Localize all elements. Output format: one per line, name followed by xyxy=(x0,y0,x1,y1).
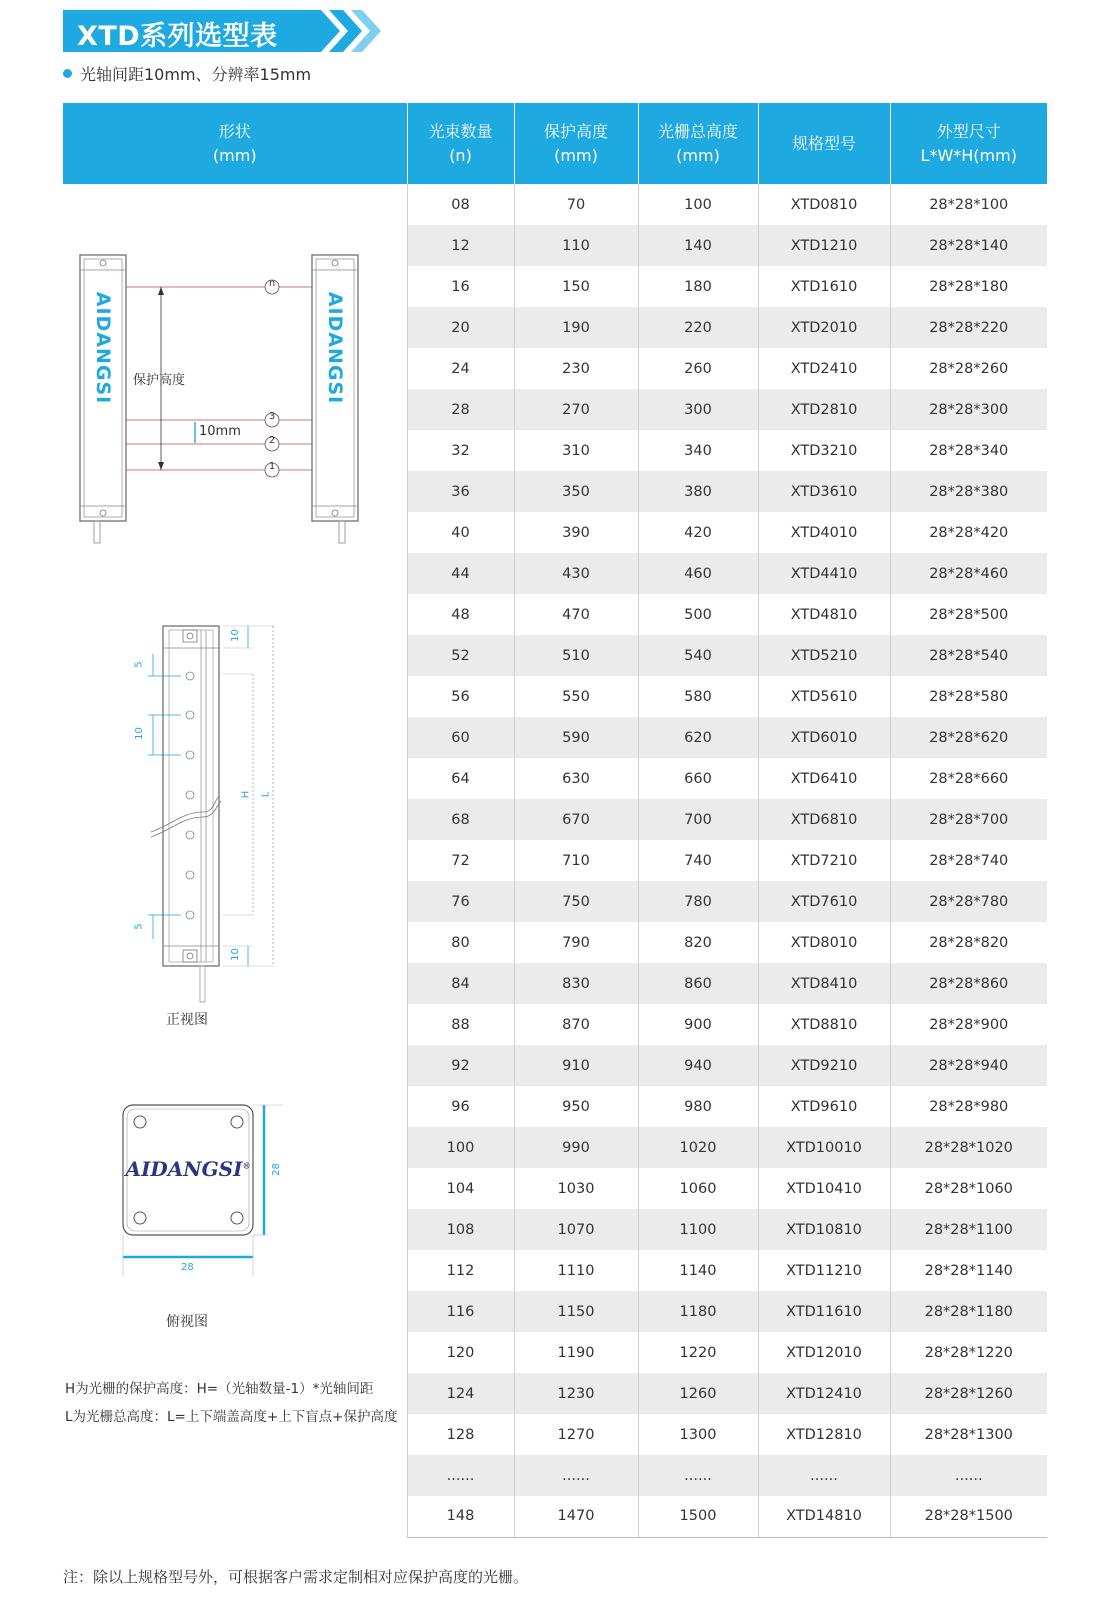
spacing-label: 10mm xyxy=(199,424,241,439)
dimensions-cell: 28*28*900 xyxy=(929,1016,1009,1033)
beam-count-cell: 40 xyxy=(407,512,514,553)
protect-height-cell: 950 xyxy=(514,1086,638,1127)
model-cell: XTD6410 xyxy=(758,758,890,799)
total-height-cell: 980 xyxy=(638,1086,758,1127)
beam-count-cell: 112 xyxy=(407,1250,514,1291)
beam-count-cell: 32 xyxy=(407,430,514,471)
total-height-cell: 1220 xyxy=(638,1332,758,1373)
dimensions-cell: 28*28*1140 xyxy=(924,1262,1013,1279)
beam-count-cell: 76 xyxy=(407,881,514,922)
model-cell: XTD4010 xyxy=(758,512,890,553)
dim-5-bottom: 5 xyxy=(133,923,145,930)
beam-count-cell: 100 xyxy=(407,1127,514,1168)
protect-height-cell: 150 xyxy=(514,266,638,307)
note-h-formula: H为光栅的保护高度：H=（光轴数量-1）*光轴间距 xyxy=(65,1381,374,1397)
dimensions-cell: 28*28*1220 xyxy=(924,1344,1013,1361)
total-height-cell: 500 xyxy=(638,594,758,635)
page-title: XTD系列选型表 xyxy=(77,21,278,52)
header-dimensions: 外型尺寸 L*W*H(mm) xyxy=(890,103,1047,184)
model-cell: XTD1210 xyxy=(758,225,890,266)
dimensions-cell: 28*28*140 xyxy=(890,225,1047,266)
total-height-cell: 1060 xyxy=(638,1168,758,1209)
beam-count-cell: 72 xyxy=(407,840,514,881)
subtitle xyxy=(63,62,311,85)
beam-count-cell: 08 xyxy=(407,184,514,225)
model-cell: XTD12810 xyxy=(758,1414,890,1455)
beam-count-cell: 68 xyxy=(407,799,514,840)
model-cell: XTD8010 xyxy=(758,922,890,963)
dimensions-cell: 28*28*700 xyxy=(890,799,1047,840)
brand-vertical-right: AIDANGSI xyxy=(324,291,346,405)
beam-count-cell: 80 xyxy=(407,922,514,963)
total-height-cell: 260 xyxy=(638,348,758,389)
shape-diagrams xyxy=(63,184,418,1495)
total-height-cell: 1500 xyxy=(638,1496,758,1537)
dim-28-vertical: 28 xyxy=(270,1163,282,1176)
table-header-row xyxy=(63,103,1047,184)
top-view-logo: AIDANGSI® xyxy=(125,1157,251,1181)
model-cell: XTD11610 xyxy=(758,1291,890,1332)
total-height-cell: 660 xyxy=(638,758,758,799)
protect-height-cell: 1070 xyxy=(514,1209,638,1250)
protect-height-cell: 990 xyxy=(514,1127,638,1168)
beam-count-cell: 88 xyxy=(407,1004,514,1045)
title-banner xyxy=(63,10,383,52)
dim-10-bottom-right: 10 xyxy=(229,948,241,961)
beam-count-cell: 124 xyxy=(407,1373,514,1414)
model-cell: XTD4410 xyxy=(758,553,890,594)
model-cell: XTD6810 xyxy=(758,799,890,840)
beam-count-cell: 128 xyxy=(407,1414,514,1455)
beam-count-cell: 12 xyxy=(407,225,514,266)
total-height-cell: 300 xyxy=(638,389,758,430)
protect-height-cell: 430 xyxy=(514,553,638,594)
protect-height-label: 保护高度 xyxy=(133,373,186,388)
beam-count-cell: 60 xyxy=(407,717,514,758)
total-height-cell: 780 xyxy=(638,881,758,922)
dimensions-cell: 28*28*540 xyxy=(890,635,1047,676)
model-cell: XTD3210 xyxy=(758,430,890,471)
total-height-cell: 1180 xyxy=(638,1291,758,1332)
beam-label-2-text: 2 xyxy=(268,435,276,446)
dimensions-cell: 28*28*180 xyxy=(929,278,1009,295)
total-height-cell: 340 xyxy=(638,430,758,471)
model-cell: XTD3610 xyxy=(758,471,890,512)
protect-height-cell: 1030 xyxy=(514,1168,638,1209)
note-l-formula: L为光栅总高度：L=上下端盖高度+上下盲点+保护高度 xyxy=(65,1409,398,1425)
total-height-cell: 1020 xyxy=(638,1127,758,1168)
dimensions-cell: 28*28*420 xyxy=(929,524,1009,541)
dimensions-cell: ...... xyxy=(890,1455,1047,1496)
dim-L: L xyxy=(260,791,272,798)
protect-height-cell: 510 xyxy=(514,635,638,676)
beam-count-cell: 104 xyxy=(407,1168,514,1209)
dim-10-left: 10 xyxy=(133,727,145,740)
model-cell: ...... xyxy=(758,1455,890,1496)
total-height-cell: 1100 xyxy=(638,1209,758,1250)
beam-count-cell: 56 xyxy=(407,676,514,717)
protect-height-cell: 470 xyxy=(514,594,638,635)
model-cell: XTD4810 xyxy=(758,594,890,635)
model-cell: XTD0810 xyxy=(758,184,890,225)
protect-height-cell: 1230 xyxy=(514,1373,638,1414)
total-height-cell: ...... xyxy=(638,1455,758,1496)
dimensions-cell: 28*28*780 xyxy=(890,881,1047,922)
protect-height-cell: 70 xyxy=(514,184,638,225)
dimensions-cell: 28*28*820 xyxy=(929,934,1009,951)
beam-count-cell: 36 xyxy=(407,471,514,512)
top-view-caption: 俯视图 xyxy=(166,1314,208,1330)
protect-height-cell: 110 xyxy=(514,225,638,266)
beam-count-cell: 84 xyxy=(407,963,514,1004)
total-height-cell: 1260 xyxy=(638,1373,758,1414)
dimensions-cell: 28*28*580 xyxy=(929,688,1009,705)
subtitle-text: 光轴间距10mm、分辨率15mm xyxy=(80,65,312,84)
protect-height-cell: 190 xyxy=(514,307,638,348)
protect-height-cell: 390 xyxy=(514,512,638,553)
model-cell: XTD8410 xyxy=(758,963,890,1004)
model-cell: XTD7610 xyxy=(758,881,890,922)
dimensions-cell: 28*28*980 xyxy=(929,1098,1009,1115)
protect-height-cell: 630 xyxy=(514,758,638,799)
beam-label-1-text: 1 xyxy=(268,461,276,472)
total-height-cell: 740 xyxy=(638,840,758,881)
header-shape: 形状 (mm) xyxy=(63,103,407,184)
beam-count-cell: 52 xyxy=(407,635,514,676)
total-height-cell: 700 xyxy=(638,799,758,840)
header-model: 规格型号 xyxy=(758,103,890,184)
model-cell: XTD5210 xyxy=(758,635,890,676)
dimensions-cell: 28*28*1300 xyxy=(924,1426,1013,1443)
dimensions-cell: 28*28*1260 xyxy=(890,1373,1047,1414)
dimensions-cell: 28*28*460 xyxy=(890,553,1047,594)
dim-28-horizontal: 28 xyxy=(181,1262,194,1273)
dimensions-cell: 28*28*620 xyxy=(890,717,1047,758)
protect-height-cell: 1110 xyxy=(514,1250,638,1291)
beam-label-3-text: 3 xyxy=(268,411,276,422)
beam-count-cell: 108 xyxy=(407,1209,514,1250)
protect-height-cell: 790 xyxy=(514,922,638,963)
beam-count-cell: 48 xyxy=(407,594,514,635)
protect-height-cell: 230 xyxy=(514,348,638,389)
beam-count-cell: ...... xyxy=(407,1455,514,1496)
model-cell: XTD12010 xyxy=(758,1332,890,1373)
protect-height-cell: ...... xyxy=(514,1455,638,1496)
model-cell: XTD9210 xyxy=(758,1045,890,1086)
beam-count-cell: 120 xyxy=(407,1332,514,1373)
total-height-cell: 900 xyxy=(638,1004,758,1045)
protect-height-cell: 870 xyxy=(514,1004,638,1045)
bullet-dot-icon xyxy=(63,69,72,78)
dimensions-cell: 28*28*300 xyxy=(890,389,1047,430)
model-cell: XTD12410 xyxy=(758,1373,890,1414)
protect-height-cell: 670 xyxy=(514,799,638,840)
front-view-caption: 正视图 xyxy=(166,1012,208,1028)
protect-height-cell: 310 xyxy=(514,430,638,471)
header-beam-count: 光束数量 (n) xyxy=(407,103,514,184)
beam-count-cell: 92 xyxy=(407,1045,514,1086)
model-cell: XTD6010 xyxy=(758,717,890,758)
model-cell: XTD14810 xyxy=(758,1496,890,1537)
top-view-drawing xyxy=(123,1105,283,1276)
model-cell: XTD2410 xyxy=(758,348,890,389)
total-height-cell: 940 xyxy=(638,1045,758,1086)
protect-height-cell: 1150 xyxy=(514,1291,638,1332)
model-cell: XTD10010 xyxy=(758,1127,890,1168)
dimensions-cell: 28*28*1020 xyxy=(890,1127,1047,1168)
model-cell: XTD2010 xyxy=(758,307,890,348)
model-cell: XTD9610 xyxy=(758,1086,890,1127)
total-height-cell: 860 xyxy=(638,963,758,1004)
dim-10-top-right: 10 xyxy=(229,629,241,642)
beam-count-cell: 20 xyxy=(407,307,514,348)
total-height-cell: 820 xyxy=(638,922,758,963)
model-cell: XTD5610 xyxy=(758,676,890,717)
total-height-cell: 140 xyxy=(638,225,758,266)
protect-height-cell: 1190 xyxy=(514,1332,638,1373)
dimensions-cell: 28*28*940 xyxy=(890,1045,1047,1086)
dimensions-cell: 28*28*1180 xyxy=(890,1291,1047,1332)
model-cell: XTD11210 xyxy=(758,1250,890,1291)
model-cell: XTD8810 xyxy=(758,1004,890,1045)
beam-count-cell: 96 xyxy=(407,1086,514,1127)
dimensions-cell: 28*28*500 xyxy=(929,606,1009,623)
protect-height-cell: 590 xyxy=(514,717,638,758)
total-height-cell: 1300 xyxy=(638,1414,758,1455)
dimensions-cell: 28*28*260 xyxy=(929,360,1009,377)
beam-label-n-text: n xyxy=(268,278,276,289)
model-cell: XTD7210 xyxy=(758,840,890,881)
dimensions-cell: 28*28*340 xyxy=(929,442,1009,459)
dimensions-cell: 28*28*1100 xyxy=(890,1209,1047,1250)
total-height-cell: 580 xyxy=(638,676,758,717)
header-total-height: 光栅总高度 (mm) xyxy=(638,103,758,184)
table-row xyxy=(63,184,1047,225)
dim-H: H xyxy=(240,790,252,799)
spec-table xyxy=(63,103,1047,1538)
table-body xyxy=(63,184,1047,1537)
beam-count-cell: 24 xyxy=(407,348,514,389)
model-cell: XTD10810 xyxy=(758,1209,890,1250)
dimensions-cell: 28*28*740 xyxy=(929,852,1009,869)
total-height-cell: 180 xyxy=(638,266,758,307)
dimensions-cell: 28*28*100 xyxy=(929,196,1009,213)
front-view-drawing xyxy=(148,626,275,1002)
beam-count-cell: 64 xyxy=(407,758,514,799)
total-height-cell: 380 xyxy=(638,471,758,512)
model-cell: XTD10410 xyxy=(758,1168,890,1209)
beam-count-cell: 44 xyxy=(407,553,514,594)
dim-5-top: 5 xyxy=(133,661,145,668)
shape-cell xyxy=(63,184,407,1537)
total-height-cell: 620 xyxy=(638,717,758,758)
dimensions-cell: 28*28*1060 xyxy=(924,1180,1013,1197)
model-cell: XTD2810 xyxy=(758,389,890,430)
protect-height-cell: 550 xyxy=(514,676,638,717)
total-height-cell: 420 xyxy=(638,512,758,553)
total-height-cell: 220 xyxy=(638,307,758,348)
protect-height-cell: 350 xyxy=(514,471,638,512)
dimensions-cell: 28*28*380 xyxy=(890,471,1047,512)
protect-height-cell: 750 xyxy=(514,881,638,922)
dimensions-cell: 28*28*1500 xyxy=(890,1496,1047,1537)
total-height-cell: 540 xyxy=(638,635,758,676)
total-height-cell: 100 xyxy=(638,184,758,225)
protect-height-cell: 1470 xyxy=(514,1496,638,1537)
protect-height-cell: 910 xyxy=(514,1045,638,1086)
beam-count-cell: 116 xyxy=(407,1291,514,1332)
beam-count-cell: 148 xyxy=(407,1496,514,1537)
beam-count-cell: 16 xyxy=(407,266,514,307)
protect-height-cell: 1270 xyxy=(514,1414,638,1455)
protect-height-cell: 830 xyxy=(514,963,638,1004)
dimensions-cell: 28*28*220 xyxy=(890,307,1047,348)
header-protect-height: 保护高度 (mm) xyxy=(514,103,638,184)
dimensions-cell: 28*28*660 xyxy=(929,770,1009,787)
dimensions-cell: 28*28*860 xyxy=(890,963,1047,1004)
total-height-cell: 460 xyxy=(638,553,758,594)
brand-vertical-left: AIDANGSI xyxy=(92,291,114,405)
model-cell: XTD1610 xyxy=(758,266,890,307)
beam-count-cell: 28 xyxy=(407,389,514,430)
protect-height-cell: 270 xyxy=(514,389,638,430)
footnote: 注：除以上规格型号外，可根据客户需求定制相对应保护高度的光栅。 xyxy=(63,1568,529,1586)
total-height-cell: 1140 xyxy=(638,1250,758,1291)
protect-height-cell: 710 xyxy=(514,840,638,881)
